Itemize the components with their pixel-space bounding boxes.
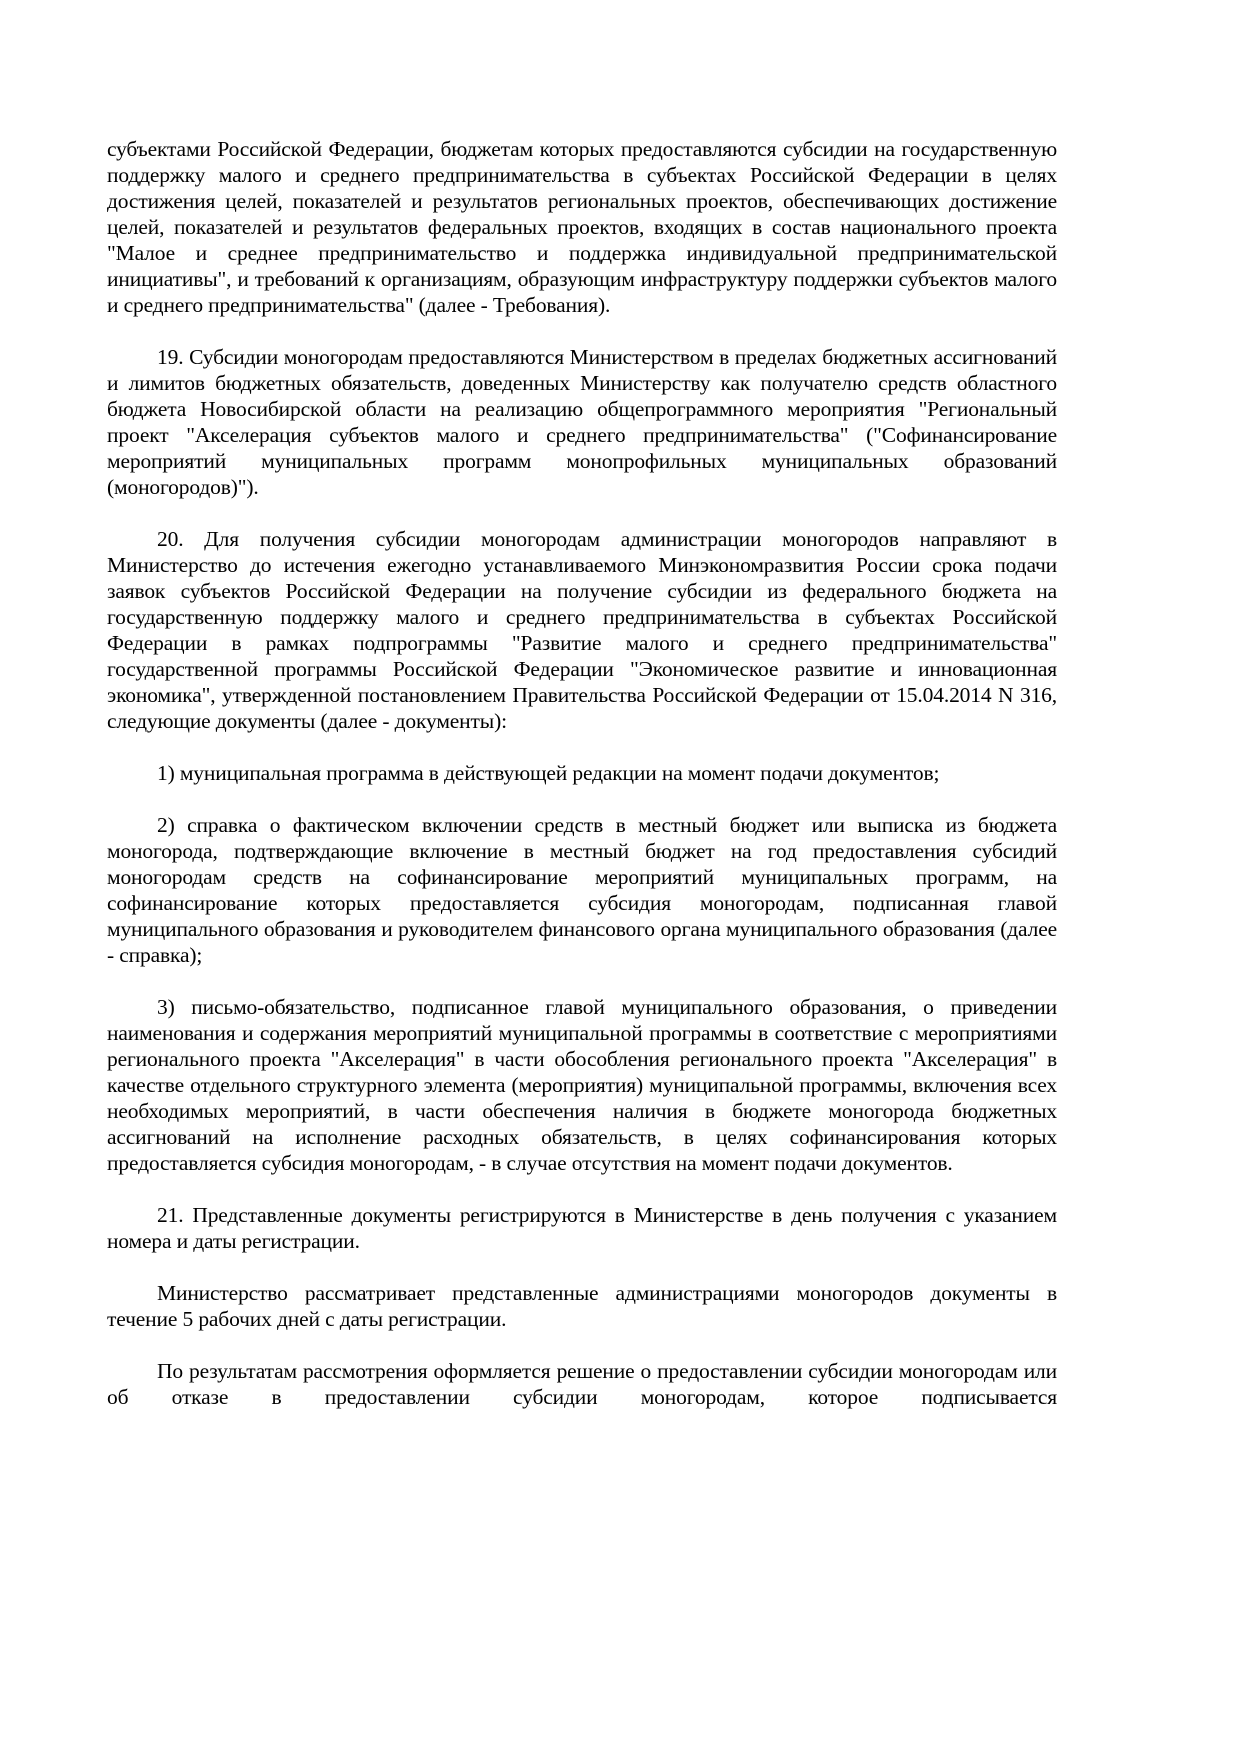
paragraph-review-period: Министерство рассматривает представленные администрациями моногородов документы в течение 5 рабочих дней с даты регистрации.	[107, 1281, 1057, 1331]
paragraph-item-20-1: 1) муниципальная программа в действующей редакции на момент подачи документов;	[157, 761, 940, 785]
paragraph-item-20-2: 2) справка о фактическом включении средств в местный бюджет или выписка из бюджета моногорода, подтверждающие включение в местный бюджет на год предоставления субсидий моногородам средств на софинансирование мероприятий муниципальных программ, на софинансирование которых предоставляется субсидия моногородам, подписанная главой муниципального образования и руководителем финансового органа муниципального образования (далее - справка);	[107, 813, 1057, 967]
document-page	[107, 136, 1057, 1436]
paragraph-item-19: 19. Субсидии моногородам предоставляются Министерством в пределах бюджетных ассигнований и лимитов бюджетных обязательств, доведенных Министерству как получателю средств областного бюджета Новосибирской области на реализацию общепрограммного мероприятия "Региональный проект "Акселерация субъектов малого и среднего предпринимательства" ("Софинансирование мероприятий муниципальных программ монопрофильных муниципальных образований (моногородов)").	[107, 345, 1057, 499]
paragraph-item-20: 20. Для получения субсидии моногородам администрации моногородов направляют в Министерство до истечения ежегодно устанавливаемого Минэкономразвития России срока подачи заявок субъектов Российской Федерации на получение субсидии из федерального бюджета на государственную поддержку малого и среднего предпринимательства в субъектах Российской Федерации в рамках подпрограммы "Развитие малого и среднего предпринимательства" государственной программы Российской Федерации "Экономическое развитие и инновационная экономика", утвержденной постановлением Правительства Российской Федерации от 15.04.2014 N 316, следующие документы (далее - документы):	[107, 527, 1057, 733]
paragraph-item-20-3: 3) письмо-обязательство, подписанное главой муниципального образования, о приведении наименования и содержания мероприятий муниципальной программы в соответствие с мероприятиями регионального проекта "Акселерация" в части обособления регионального проекта "Акселерация" в качестве отдельного структурного элемента (мероприятия) муниципальной программы, включения всех необходимых мероприятий, в части обеспечения наличия в бюджете моногорода бюджетных ассигнований на исполнение расходных обязательств, в целях софинансирования которых предоставляется субсидия моногородам, - в случае отсутствия на момент подачи документов.	[107, 995, 1057, 1175]
paragraph-item-21: 21. Представленные документы регистрируются в Министерстве в день получения с указанием номера и даты регистрации.	[107, 1203, 1057, 1253]
paragraph-continuation: субъектами Российской Федерации, бюджетам которых предоставляются субсидии на государственную поддержку малого и среднего предпринимательства в субъектах Российской Федерации в целях достижения целей, показателей и результатов региональных проектов, обеспечивающих достижение целей, показателей и результатов федеральных проектов, входящих в состав национального проекта "Малое и среднее предпринимательство и поддержка индивидуальной предпринимательской инициативы", и требований к организациям, образующим инфраструктуру поддержки субъектов малого и среднего предпринимательства" (далее - Требования).	[107, 137, 1057, 317]
paragraph-decision: По результатам рассмотрения оформляется решение о предоставлении субсидии моногородам или об отказе в предоставлении субсидии моногородам, которое подписывается	[107, 1359, 1057, 1409]
